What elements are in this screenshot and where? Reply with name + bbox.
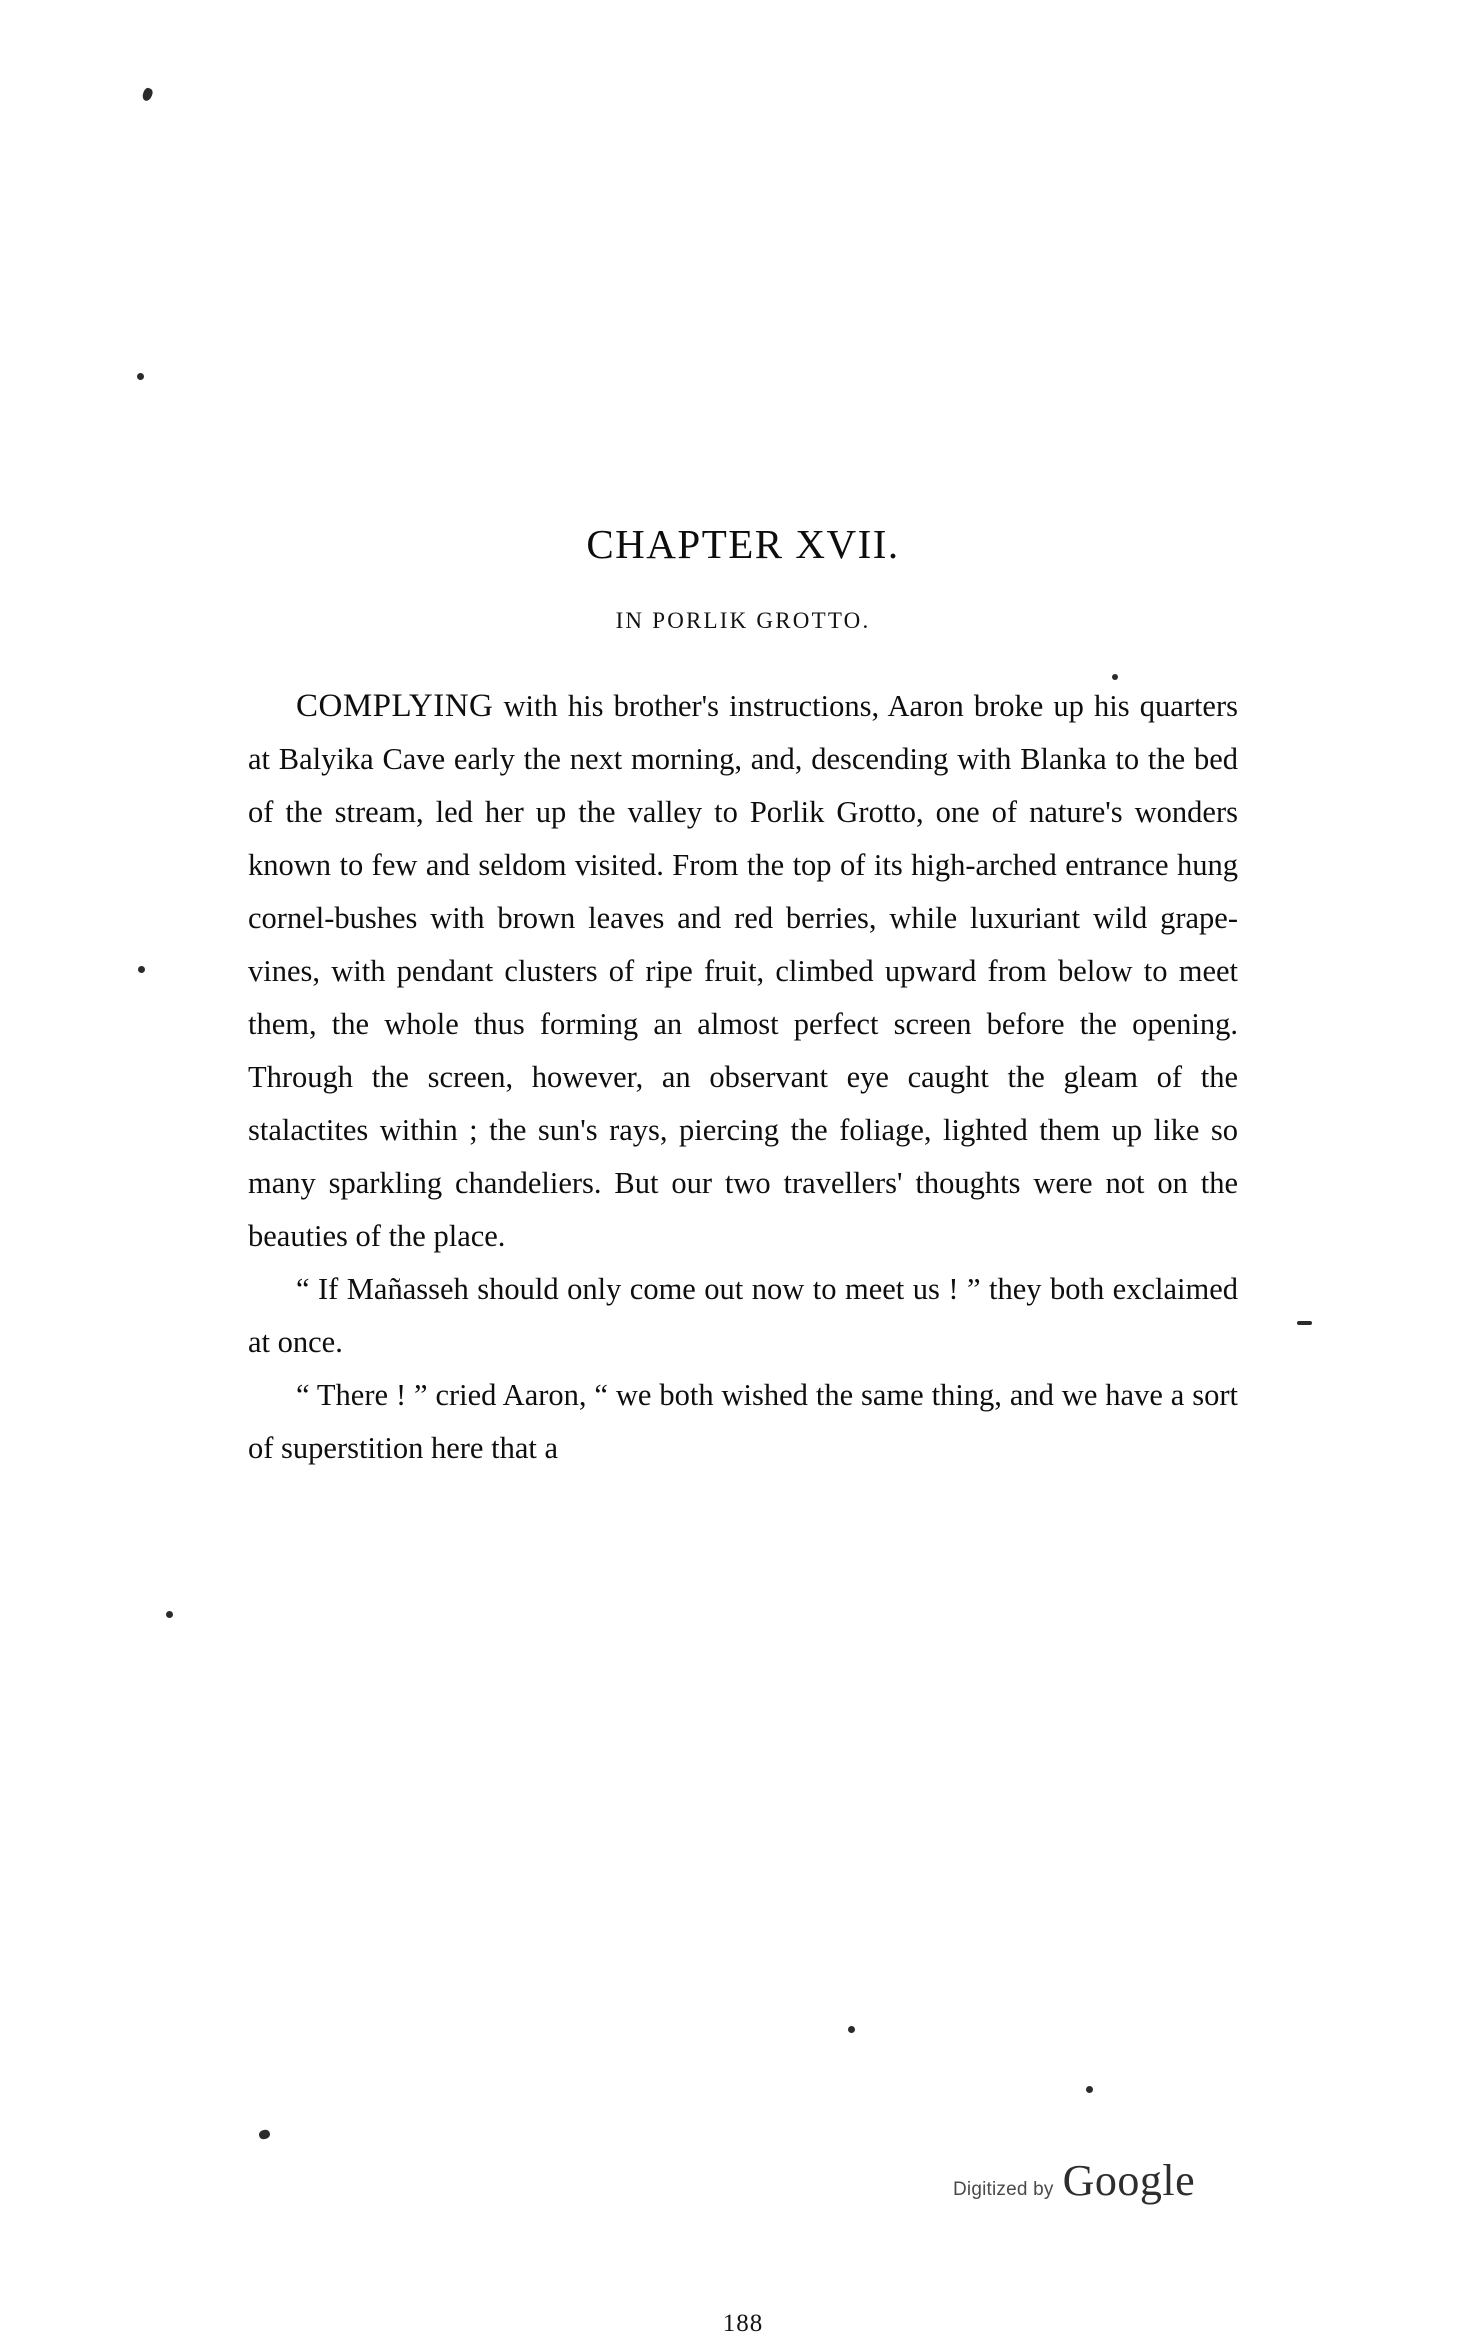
- scan-artifact-icon: [848, 2026, 855, 2033]
- paragraph-text: “ If Mañasseh should only come out now to meet us ! ” they both exclaimed at once.: [248, 1272, 1238, 1359]
- chapter-subheading: IN PORLIK GROTTO.: [615, 608, 871, 633]
- scan-artifact-icon: [258, 2129, 271, 2141]
- scan-artifact-icon: [166, 1611, 173, 1618]
- paragraph: [248, 1263, 1238, 1369]
- scan-artifact-icon: [138, 966, 145, 973]
- scan-artifact-icon: [1086, 2086, 1093, 2093]
- page-number: 188: [722, 2310, 764, 2337]
- paragraph: [248, 680, 1238, 1263]
- chapter-heading: CHAPTER XVII.: [586, 521, 900, 567]
- digitized-by-google-footer: [953, 2155, 1195, 2206]
- scan-artifact-icon: [1297, 1321, 1312, 1325]
- paragraph-lead-smallcaps: COMPLYING: [296, 688, 494, 724]
- scan-artifact-icon: [141, 87, 154, 102]
- digitized-by-label: Digitized by: [953, 2179, 1054, 2200]
- scan-artifact-icon: [137, 373, 144, 380]
- paragraph: [248, 1369, 1238, 1475]
- google-wordmark: Google: [1062, 2156, 1196, 2205]
- paragraph-text: “ There ! ” cried Aaron, “ we both wished the same thing, and we have a sort of superstition here that a: [248, 1378, 1238, 1465]
- paragraph-text: with his brother's instructions, Aaron broke up his quarters at Balyika Cave early the next morning, and, descending with Blanka to the bed of the stream, led her up the valley to Porlik Grotto, one of nature's wonders known to few and seldom visited. From the top of its high-arched entrance hung cornel-bushes with brown leaves and red berries, while luxuriant wild grape-vines, with pendant clusters of ripe fruit, climbed upward from below to meet them, the whole thus forming an almost perfect screen before the opening. Through the screen, however, an observant eye caught the gleam of the stalactites within ; the sun's rays, piercing the foliage, lighted them up like so many sparkling chandeliers. But our two travellers' thoughts were not on the beauties of the place.: [248, 689, 1238, 1253]
- body-text: [248, 680, 1238, 1475]
